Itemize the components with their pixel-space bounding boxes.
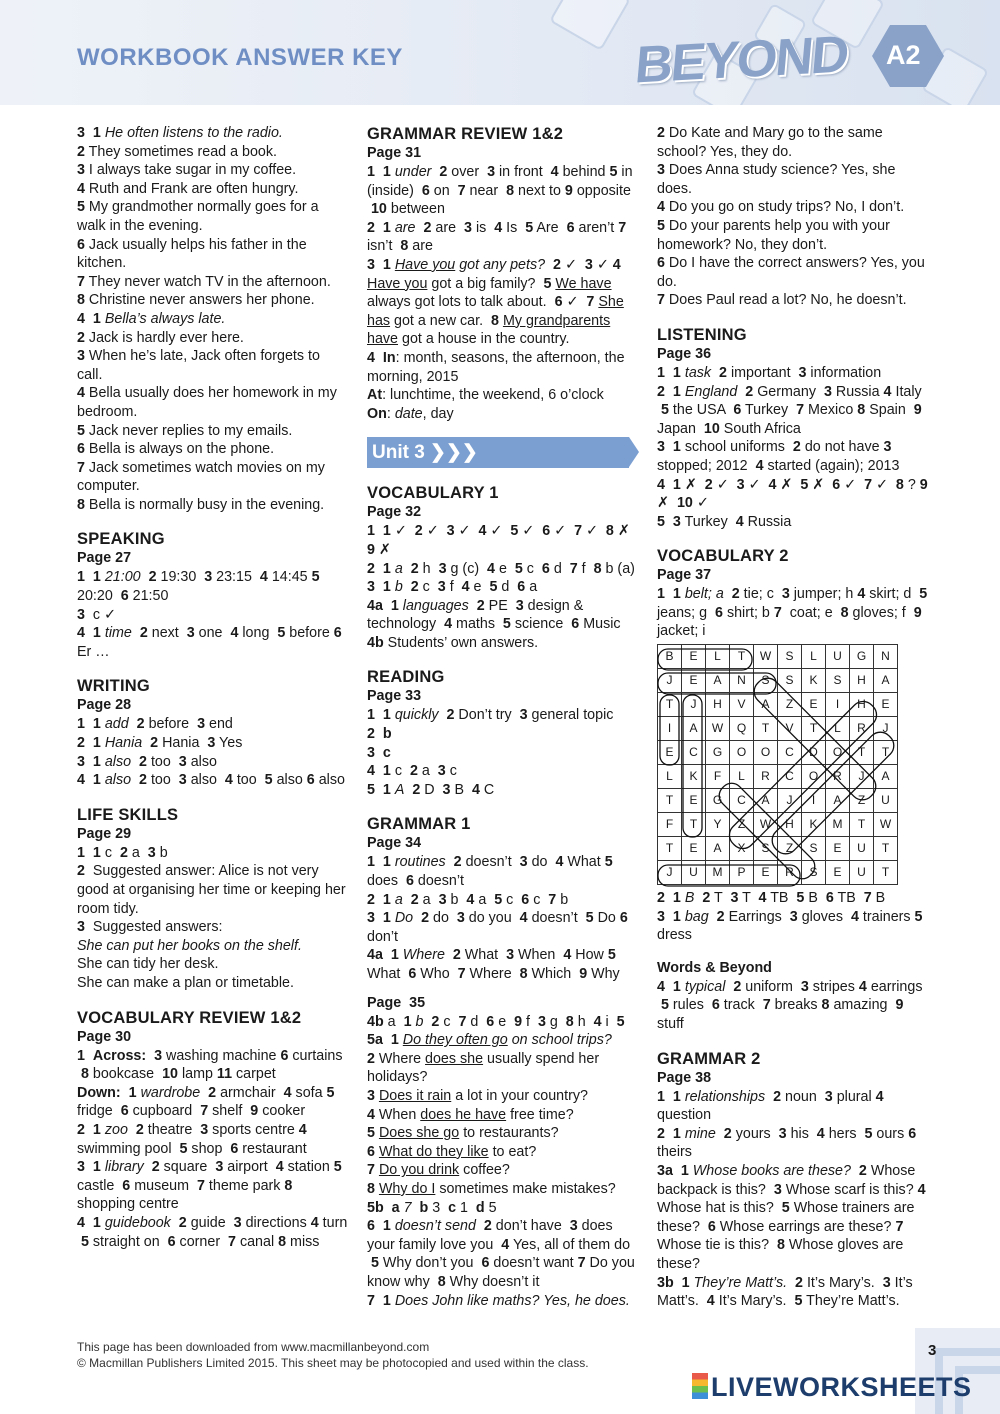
grid-cell: R <box>850 717 874 741</box>
column-3-top <box>657 124 931 641</box>
grid-cell: T <box>658 837 682 861</box>
grid-cell: O <box>754 741 778 765</box>
grid-cell: W <box>706 717 730 741</box>
grid-row <box>658 813 898 837</box>
grid-cell: T <box>874 861 898 885</box>
grid-cell: X <box>730 837 754 861</box>
answer-line: 5 1 A 2 D 3 B 4 C <box>367 781 495 798</box>
answer-line: 3b 1 They’re Matt’s. 2 It’s Mary’s. 3 It’s Matt’s. 4 It’s Mary’s. 5 They’re Matt’s. <box>657 1274 913 1310</box>
grid-cell: E <box>826 837 850 861</box>
grid-cell: E <box>802 693 826 717</box>
grid-row <box>658 765 898 789</box>
answer-line: 4 Do you go on study trips? No, I don’t. <box>657 199 905 216</box>
answer-line: 7 Does Paul read a lot? No, he doesn’t. <box>657 292 907 309</box>
page-reference: Page 29 <box>77 825 132 842</box>
section-heading: READING <box>367 668 445 687</box>
grid-cell: V <box>730 693 754 717</box>
grid-cell: W <box>754 813 778 837</box>
answer-line: 5a 1 Do they often go on school trips? <box>367 1032 612 1049</box>
grid-cell: T <box>658 693 682 717</box>
answer-line: 2 Jack is hardly ever here. <box>77 329 244 346</box>
grid-cell: E <box>658 741 682 765</box>
grid-cell: O <box>730 741 754 765</box>
unit-banner: Unit 3 ❯❯❯ <box>367 437 629 468</box>
beyond-logo: BEYOND <box>632 25 850 95</box>
section-heading: GRAMMAR 1 <box>367 815 471 834</box>
grid-cell: H <box>850 693 874 717</box>
page-reference: Page 32 <box>367 504 422 521</box>
grid-cell: N <box>730 669 754 693</box>
answer-line: 3 1 library 2 square 3 airport 4 station 5 castle 6 museum 7 theme park 8 shopping centre <box>77 1159 342 1213</box>
footer-source: This page has been downloaded from www.macmillanbeyond.com <box>77 1340 430 1354</box>
answer-line: 2 1 a 2 h 3 g (c) 4 e 5 c 6 d 7 f 8 b (a) <box>367 560 635 577</box>
grid-cell: U <box>826 645 850 669</box>
answer-line: On: date, day <box>367 405 454 422</box>
section-heading: VOCABULARY REVIEW 1&2 <box>77 1008 302 1027</box>
grid-cell: H <box>706 693 730 717</box>
section-heading: GRAMMAR 2 <box>657 1049 761 1068</box>
answer-line: 6 What do they like to eat? <box>367 1143 537 1160</box>
answer-line: 4 1 also 2 too 3 also 4 too 5 also 6 also <box>77 772 345 789</box>
page-reference: Page 33 <box>367 688 422 705</box>
grid-cell: M <box>826 813 850 837</box>
grid-cell: U <box>874 789 898 813</box>
grid-cell: J <box>658 669 682 693</box>
grid-cell: Z <box>778 837 802 861</box>
liveworksheets-text: LIVEWORKSHEETS <box>711 1372 972 1402</box>
section-heading: SPEAKING <box>77 530 165 549</box>
liveworksheets-brand[interactable] <box>692 1372 972 1403</box>
answer-line: 3 1 bag 2 Earrings 3 gloves 4 trainers 5 dress <box>657 908 923 944</box>
grid-cell: T <box>850 813 874 837</box>
grid-cell: C <box>778 765 802 789</box>
grid-cell: L <box>706 645 730 669</box>
grid-cell: Y <box>706 813 730 837</box>
grid-cell: R <box>754 765 778 789</box>
answer-line: 1 1 routines 2 doesn’t 3 do 4 What 5 does 6 doesn’t <box>367 854 613 890</box>
grid-cell: S <box>778 669 802 693</box>
answer-line: She can put her books on the shelf. <box>77 937 302 954</box>
answer-line: 6 Jack usually helps his father in the kitchen. <box>77 236 307 272</box>
word-search <box>657 644 898 885</box>
page-reference: Page 35 <box>367 994 426 1011</box>
grid-cell: Z <box>850 789 874 813</box>
grid-cell: E <box>754 861 778 885</box>
grid-cell: J <box>658 861 682 885</box>
grid-cell: Z <box>730 813 754 837</box>
answer-line: 4 1 Bella’s always late. <box>77 310 226 327</box>
section-heading: VOCABULARY 2 <box>657 547 789 566</box>
column-2 <box>367 124 639 1310</box>
answer-line: 3a 1 Whose books are these? 2 Whose backpack is this? 3 Whose scarf is this? 4 Whose hat is this? 5 Whose trainers are these? 6 Whose earrings are these? 7 Whose tie is this? 8 Whose gloves are these? <box>657 1163 926 1272</box>
grid-row <box>658 693 898 717</box>
answer-line: 8 Why do I sometimes make mistakes? <box>367 1180 616 1197</box>
answer-line: 4 In: month, seasons, the afternoon, the morning, 2015 <box>367 349 625 385</box>
page-reference: Page 27 <box>77 550 132 567</box>
answer-line: 1 1 quickly 2 Don’t try 3 general topic <box>367 707 614 724</box>
grid-cell: T <box>658 789 682 813</box>
page-number: 3 <box>928 1342 937 1359</box>
grid-cell: K <box>682 765 706 789</box>
grid-cell: A <box>682 717 706 741</box>
footer <box>77 1339 589 1371</box>
grid-cell: Q <box>730 717 754 741</box>
grid-cell: H <box>778 813 802 837</box>
grid-cell: A <box>706 837 730 861</box>
grid-cell: A <box>754 693 778 717</box>
grid-cell: W <box>874 813 898 837</box>
grid-cell: S <box>802 861 826 885</box>
answer-line: 6 Bella is always on the phone. <box>77 441 275 458</box>
liveworksheets-logo-icon <box>692 1373 708 1399</box>
answer-line: 3 c <box>367 744 391 761</box>
page-reference: Page 28 <box>77 697 132 714</box>
answer-line: 6 Do I have the correct answers? Yes, you do. <box>657 255 925 290</box>
answer-line: 2 Where does she usually spend her holidays? <box>367 1050 600 1086</box>
grid-cell: S <box>802 837 826 861</box>
grid-row <box>658 669 898 693</box>
answer-line: 4a 1 Where 2 What 3 When 4 How 5 What 6 Who 7 Where 8 Which 9 Why <box>367 947 620 982</box>
grid-cell: A <box>706 669 730 693</box>
answer-line: 4 Ruth and Frank are often hungry. <box>77 180 299 197</box>
answer-line: 3 Suggested answers: <box>77 919 223 936</box>
page-header <box>0 0 1000 105</box>
answer-line: She can make a plan or timetable. <box>77 974 294 991</box>
answer-line: 2 1 England 2 Germany 3 Russia 4 Italy 5 the USA 6 Turkey 7 Mexico 8 Spain 9 Japan 10 South Africa <box>657 383 922 437</box>
grid-row <box>658 741 898 765</box>
answer-line: She can tidy her desk. <box>77 956 219 973</box>
grid-cell: U <box>850 837 874 861</box>
grid-cell: U <box>682 861 706 885</box>
section-heading: LISTENING <box>657 325 747 344</box>
answer-line: 5 Jack never replies to my emails. <box>77 422 293 439</box>
answer-line: 5 Do your parents help you with your homework? No, they don’t. <box>657 217 890 253</box>
page-reference: Page 31 <box>367 145 422 161</box>
grid-cell: H <box>850 669 874 693</box>
grid-cell: I <box>658 717 682 741</box>
section-heading: WRITING <box>77 677 150 696</box>
level-badge: A2 <box>886 40 921 70</box>
answer-line: 2 b <box>367 726 392 743</box>
grid-cell: S <box>778 645 802 669</box>
grid-cell: T <box>754 717 778 741</box>
answer-line: 8 Christine never answers her phone. <box>77 292 315 309</box>
answer-line: 3 1 Have you got any pets? 2 ✓ 3 ✓ 4 Have you got a big family? 5 We have always got lots to talk about. 6 ✓ 7 She has got a new car. 8 My grandparents have got a house in the country. <box>367 256 624 348</box>
answer-line: 2 They sometimes read a book. <box>77 143 277 160</box>
answer-line: 4 1 time 2 next 3 one 4 long 5 before 6 Er … <box>77 625 342 660</box>
grid-cell: L <box>730 765 754 789</box>
grid-cell: E <box>682 669 706 693</box>
answer-line: 4b Students’ own answers. <box>367 634 539 651</box>
answer-line: 1 1 add 2 before 3 end <box>77 716 233 733</box>
grid-cell: L <box>658 765 682 789</box>
grid-cell: I <box>802 789 826 813</box>
grid-cell: A <box>754 789 778 813</box>
page-reference: Page 38 <box>657 1069 712 1086</box>
answer-line: 3 1 also 2 too 3 also <box>77 753 217 770</box>
answer-line: 3 1 Do 2 do 3 do you 4 doesn’t 5 Do 6 don’t <box>367 910 628 945</box>
answer-line: 5 Does she go to restaurants? <box>367 1125 559 1142</box>
answer-line: 4 Bella usually does her homework in my bedroom. <box>77 385 337 420</box>
page-reference: Page 34 <box>367 835 422 852</box>
grid-cell: Z <box>778 693 802 717</box>
grid-cell: C <box>682 741 706 765</box>
footer-copyright: © Macmillan Publishers Limited 2015. This sheet may be photocopied and used within the class. <box>77 1356 589 1370</box>
answer-line: 5 My grandmother normally goes for a walk in the evening. <box>77 199 319 234</box>
grid-cell: F <box>706 765 730 789</box>
grid-cell: C <box>730 789 754 813</box>
grid-row <box>658 789 898 813</box>
answer-line: 2 1 mine 2 yours 3 his 4 hers 5 ours 6 theirs <box>657 1125 917 1161</box>
column-1 <box>77 124 349 1251</box>
grid-cell: E <box>682 645 706 669</box>
grid-cell: F <box>658 813 682 837</box>
grid-cell: R <box>826 765 850 789</box>
answer-line: 2 1 zoo 2 theatre 3 sports centre 4 swimming pool 5 shop 6 restaurant <box>77 1121 307 1157</box>
spacer <box>367 984 639 994</box>
answer-line: 1 1 ✓ 2 ✓ 3 ✓ 4 ✓ 5 ✓ 6 ✓ 7 ✓ 8 ✗ 9 ✗ <box>367 523 630 558</box>
grid-cell: U <box>850 861 874 885</box>
answer-line: 4 1 ✗ 2 ✓ 3 ✓ 4 ✗ 5 ✗ 6 ✓ 7 ✓ 8 ? 9 ✗ 10 ✓ <box>657 476 928 512</box>
grid-cell: T <box>874 837 898 861</box>
grid-cell: N <box>874 645 898 669</box>
grid-cell: G <box>706 741 730 765</box>
answer-line: 1 1 21:00 2 19:30 3 23:15 4 14:45 5 20:20 6 21:50 <box>77 569 320 605</box>
page-title: WORKBOOK ANSWER KEY <box>77 44 403 71</box>
grid-cell: A <box>826 789 850 813</box>
answer-line: 3 Does Anna study science? Yes, she does. <box>657 162 896 197</box>
answer-line: 1 1 relationships 2 noun 3 plural 4 question <box>657 1088 884 1124</box>
grid-cell: T <box>802 717 826 741</box>
answer-line: 4 1 typical 2 uniform 3 stripes 4 earrings 5 rules 6 track 7 breaks 8 amazing 9 stuff <box>657 978 923 1033</box>
answer-line: 2 Do Kate and Mary go to the same school? Yes, they do. <box>657 125 883 160</box>
grid-cell: J <box>682 693 706 717</box>
answer-line: 1 1 under 2 over 3 in front 4 behind 5 in (inside) 6 on 7 near 8 next to 9 opposite 10 between <box>367 164 633 218</box>
grid-cell: S <box>826 669 850 693</box>
grid-cell: T <box>682 813 706 837</box>
answer-line: 2 1 Hania 2 Hania 3 Yes <box>77 735 243 752</box>
page-reference: Page 37 <box>657 567 712 584</box>
grid-cell: K <box>802 669 826 693</box>
answer-line: 6 1 doesn’t send 2 don’t have 3 does your family love you 4 Yes, all of them do 5 Why don’t you 6 doesn’t want 7 Do you know why 8 Why doesn’t it <box>367 1218 635 1290</box>
grid-cell: G <box>850 645 874 669</box>
grid-cell: K <box>802 813 826 837</box>
page-reference: Page 36 <box>657 345 712 362</box>
grid-row <box>658 645 898 669</box>
answer-line: 1 1 task 2 important 3 information <box>657 364 882 381</box>
answer-line: 7 Jack sometimes watch movies on my computer. <box>77 459 325 495</box>
grid-cell: D <box>802 741 826 765</box>
answer-line: 4b a 1 b 2 c 7 d 6 e 9 f 3 g 8 h 4 i 5 <box>367 1013 625 1030</box>
answer-line: 3 c ✓ <box>77 606 116 623</box>
answer-line: 1 1 belt; a 2 tie; c 3 jumper; h 4 skirt; d 5 jeans; g 6 shirt; b 7 coat; e 8 gloves; f 9 jacket; i <box>657 586 928 640</box>
grid-cell: A <box>874 765 898 789</box>
answer-line: 2 1 are 2 are 3 is 4 Is 5 Are 6 aren’t 7 isn’t 8 are <box>367 219 627 255</box>
answer-line: 3 1 b 2 c 3 f 4 e 5 d 6 a <box>367 579 538 596</box>
answer-line: 7 1 Does John like maths? Yes, he does. <box>367 1292 630 1309</box>
answer-line: 3 Does it rain a lot in your country? <box>367 1087 588 1104</box>
grid-cell: R <box>778 861 802 885</box>
grid-cell: W <box>754 645 778 669</box>
grid-cell: I <box>826 693 850 717</box>
grid-row <box>658 861 898 885</box>
grid-cell: E <box>874 693 898 717</box>
answer-line: 5b a 7 b 3 c 1 d 5 <box>367 1199 497 1216</box>
grid-cell: V <box>778 717 802 741</box>
grid-cell: C <box>778 741 802 765</box>
section-heading: LIFE SKILLS <box>77 805 179 824</box>
answer-line: 3 1 He often listens to the radio. <box>77 125 283 141</box>
decor-hexagon <box>549 0 631 51</box>
grid-cell: L <box>802 645 826 669</box>
section-heading: VOCABULARY 1 <box>367 484 499 503</box>
grid-cell: E <box>826 861 850 885</box>
sub-heading: Words & Beyond <box>657 959 772 976</box>
answer-line: 2 1 B 2 T 3 T 4 TB 5 B 6 TB 7 B <box>657 890 886 907</box>
grid-cell: J <box>850 765 874 789</box>
grid-cell: O <box>826 741 850 765</box>
answer-line: 3 When he’s late, Jack often forgets to call. <box>77 348 320 383</box>
grid-cell: T <box>874 741 898 765</box>
answer-line: 1 Across: 3 washing machine 6 curtains 8 bookcase 10 lamp 11 carpet <box>77 1047 343 1083</box>
grid-cell: T <box>850 741 874 765</box>
grid-cell: T <box>730 645 754 669</box>
grid-cell: B <box>658 645 682 669</box>
answer-line: 8 Bella is normally busy in the evening. <box>77 496 325 513</box>
answer-line: 4 When does he have free time? <box>367 1106 574 1123</box>
column-3-bottom <box>657 889 931 1311</box>
grid-cell: J <box>778 789 802 813</box>
answer-line: 4 1 c 2 a 3 c <box>367 763 457 780</box>
grid-cell: M <box>706 861 730 885</box>
grid-cell: O <box>802 765 826 789</box>
grid-cell: A <box>874 669 898 693</box>
grid-cell: P <box>730 861 754 885</box>
grid-row <box>658 717 898 741</box>
answer-line: 4 1 guidebook 2 guide 3 directions 4 turn 5 straight on 6 corner 7 canal 8 miss <box>77 1214 348 1250</box>
grid-cell: E <box>682 789 706 813</box>
answer-line: 3 1 school uniforms 2 do not have 3 stopped; 2012 4 started (again); 2013 <box>657 439 900 474</box>
answer-line: 4a 1 languages 2 PE 3 design & technology 4 maths 5 science 6 Music <box>367 597 621 633</box>
grid-cell: S <box>754 837 778 861</box>
word-search-grid <box>657 644 898 885</box>
answer-line: 5 3 Turkey 4 Russia <box>657 513 792 530</box>
grid-cell: E <box>682 837 706 861</box>
page-reference: Page 30 <box>77 1028 132 1045</box>
answer-line: 1 1 c 2 a 3 b <box>77 844 168 861</box>
grid-row <box>658 837 898 861</box>
section-heading: GRAMMAR REVIEW 1&2 <box>367 125 564 143</box>
answer-line: 7 Do you drink coffee? <box>367 1162 510 1179</box>
answer-line: 2 1 a 2 a 3 b 4 a 5 c 6 c 7 b <box>367 891 569 908</box>
grid-cell: J <box>874 717 898 741</box>
answer-line: At: lunchtime, the weekend, 6 o’clock <box>367 387 604 404</box>
grid-cell: L <box>826 717 850 741</box>
grid-cell: S <box>754 669 778 693</box>
answer-line: 3 I always take sugar in my coffee. <box>77 162 297 179</box>
grid-cell: G <box>706 789 730 813</box>
column-3 <box>657 124 931 1311</box>
answer-line: 7 They never watch TV in the afternoon. <box>77 273 331 290</box>
answer-line: 2 Suggested answer: Alice is not very good at organising her time or keeping her room tidy. <box>77 863 346 917</box>
answer-line: Down: 1 wardrobe 2 armchair 4 sofa 5 fridge 6 cupboard 7 shelf 9 cooker <box>77 1084 335 1120</box>
